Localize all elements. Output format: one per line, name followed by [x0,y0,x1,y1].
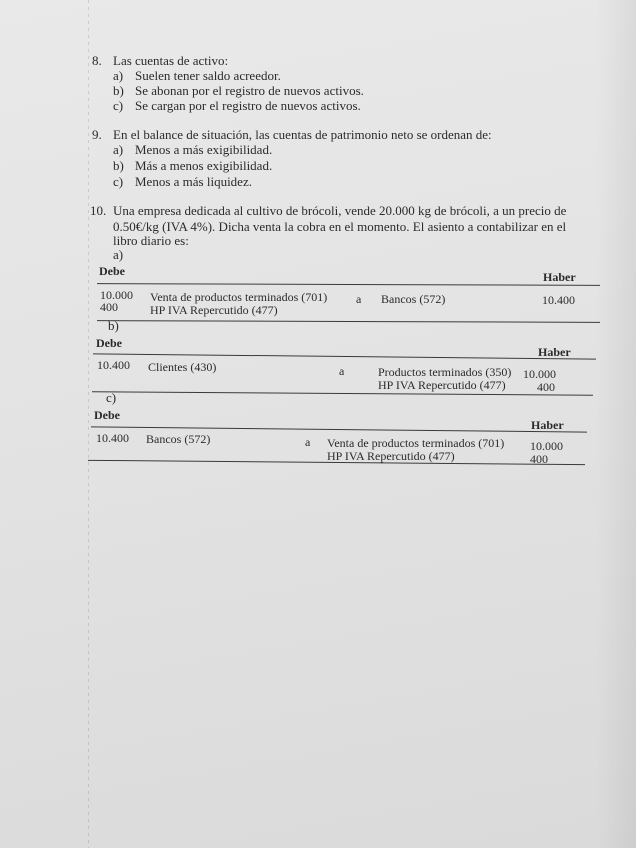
option-c[interactable]: c) Se cargan por el registro de nuevos activos. [113,98,361,113]
question-number: 9. [92,127,102,142]
question-text-line-2: 0.50€/kg (IVA 4%). Dicha venta la cobra en el momento. El asiento a contabilizar en el [113,219,567,234]
page-fold-line [88,0,89,848]
haber-amount: 400 [530,452,548,466]
option-b[interactable]: b) Más a menos exigibilidad. [113,158,273,173]
debe-amount: 10.400 [97,358,130,372]
debe-header: Debe [94,408,120,422]
question-number: 10. [90,203,107,218]
debe-account: Bancos (572) [146,432,211,446]
a-separator: a [305,435,311,449]
debe-header: Debe [96,336,122,350]
haber-account: HP IVA Repercutido (477) [378,378,506,392]
question-text: Las cuentas de activo: [113,53,229,68]
option-b[interactable]: b) Se abonan por el registro de nuevos activos. [113,83,364,98]
question-text-line-3: libro diario es: [113,233,189,248]
haber-account: Bancos (572) [381,292,446,306]
option-a[interactable]: a) Suelen tener saldo acreedor. [113,68,281,83]
debe-header: Debe [99,264,125,278]
debe-account: HP IVA Repercutido (477) [150,303,278,317]
debe-account: Venta de productos terminados (701) [150,290,328,304]
haber-amount: 400 [537,380,555,394]
option-c[interactable]: c) Menos a más liquidez. [113,174,252,189]
option-letter: c) [106,390,117,405]
debe-amount: 10.400 [96,431,129,445]
haber-header: Haber [543,270,576,284]
debe-amount: 400 [100,300,118,314]
a-separator: a [339,364,345,378]
question-text: En el balance de situación, las cuentas de patrimonio neto se ordenan de: [113,127,492,142]
question-number: 8. [92,53,102,68]
haber-account: Venta de productos terminados (701) [327,436,505,450]
haber-amount: 10.000 [523,367,556,381]
debe-amount: 10.000 [100,288,133,302]
haber-amount: 10.400 [542,293,575,307]
bottom-rule [92,391,593,395]
header-rule [97,283,600,286]
option-letter: a) [113,247,124,262]
haber-account: Productos terminados (350) [378,365,512,379]
haber-header: Haber [531,418,564,432]
header-rule [93,353,596,359]
haber-amount: 10.000 [530,439,563,453]
bottom-rule [97,320,600,323]
haber-account: HP IVA Repercutido (477) [327,449,455,463]
question-text-line-1: Una empresa dedicada al cultivo de brócoli, vende 20.000 kg de brócoli, a un precio de [113,203,567,218]
debe-account: Clientes (430) [148,360,217,374]
a-separator: a [356,292,362,306]
haber-header: Haber [538,345,571,359]
option-letter: b) [108,318,119,333]
page-edge-shadow [596,0,636,848]
option-a[interactable]: a) Menos a más exigibilidad. [113,142,273,157]
